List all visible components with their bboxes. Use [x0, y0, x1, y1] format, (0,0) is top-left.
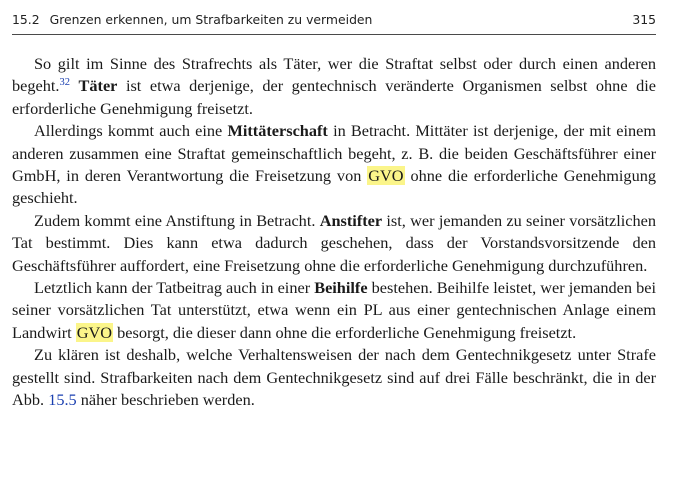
running-header: [12, 10, 656, 32]
paragraph-text: Letztlich kann der Tatbeitrag auch in einer: [34, 278, 311, 298]
paragraph-text: So gilt im Sinne des Strafrechts als Täter, wer die Straftat selbst oder durch einen anderen begeht.: [12, 54, 656, 96]
term-beihilfe: Beihilfe: [314, 278, 368, 298]
term-taeter: Täter: [78, 76, 118, 96]
paragraph-text: Allerdings kommt auch eine: [34, 121, 223, 141]
paragraph-conclusion: [12, 344, 656, 411]
page-number: 315: [632, 12, 656, 27]
paragraph-anstiftung: [12, 210, 656, 277]
header-section: [12, 12, 372, 27]
paragraph-text: näher beschrieben werden.: [80, 390, 255, 410]
paragraph-text: ohne die erforderliche Genehmigung geschieht.: [12, 166, 656, 208]
highlighted-term-gvo[interactable]: GVO: [76, 322, 113, 342]
paragraph-taeter: [12, 53, 656, 120]
paragraph-text: ist etwa derjenige, der gentechnisch veränderte Organismen selbst ohne die erforderliche Genehmigung freisetzt.: [12, 76, 656, 118]
term-mittaeterschaft: Mittäterschaft: [227, 121, 328, 141]
paragraph-text: Zudem kommt eine Anstiftung in Betracht.: [34, 210, 316, 230]
figure-reference-link[interactable]: 15.5: [48, 390, 77, 410]
paragraph-text: bestehen. Beihilfe leistet, wer jemanden bei seiner vorsätzlichen Tat unterstützt, etwa wenn ein PL aus einer gentechnischen Anlage einem Landwirt: [12, 278, 657, 342]
paragraph-text: besorgt, die dieser dann ohne die erforderliche Genehmigung freisetzt.: [117, 322, 577, 342]
highlighted-term-gvo[interactable]: GVO: [368, 166, 404, 186]
paragraph-beihilfe: [12, 277, 656, 344]
body-text: [12, 53, 656, 412]
section-title: Grenzen erkennen, um Strafbarkeiten zu vermeiden: [49, 12, 373, 27]
section-number: 15.2: [12, 12, 40, 27]
header-rule: [12, 34, 656, 35]
paragraph-text: in Betracht. Mittäter ist derjenige, der mit einem anderen zusammen eine Straftat gemeinschaftlich begeht, z. B. die beiden Geschäftsführer einer GmbH, in deren Verantwortung die Freisetzung von: [12, 121, 657, 186]
term-anstifter: Anstifter: [319, 210, 383, 230]
paragraph-mittaeterschaft: [12, 120, 656, 210]
footnote-marker[interactable]: 32: [59, 77, 70, 89]
paragraph-text: ist, wer jemanden zu seiner vorsätzlichen Tat bestimmt. Dies kann etwa dadurch geschehen, dass der Vorstandsvorsitzende den Geschäftsführer auffordert, eine Freisetzung ohne die erforderliche Genehmigung durchzuführen.: [12, 210, 657, 275]
paragraph-text: Zu klären ist deshalb, welche Verhaltensweisen der nach dem Gentechnikgesetz unter Strafe gestellt sind. Strafbarkeiten nach dem Gentechnikgesetz sind auf drei Fälle beschränkt, die in der Abb.: [12, 345, 656, 410]
